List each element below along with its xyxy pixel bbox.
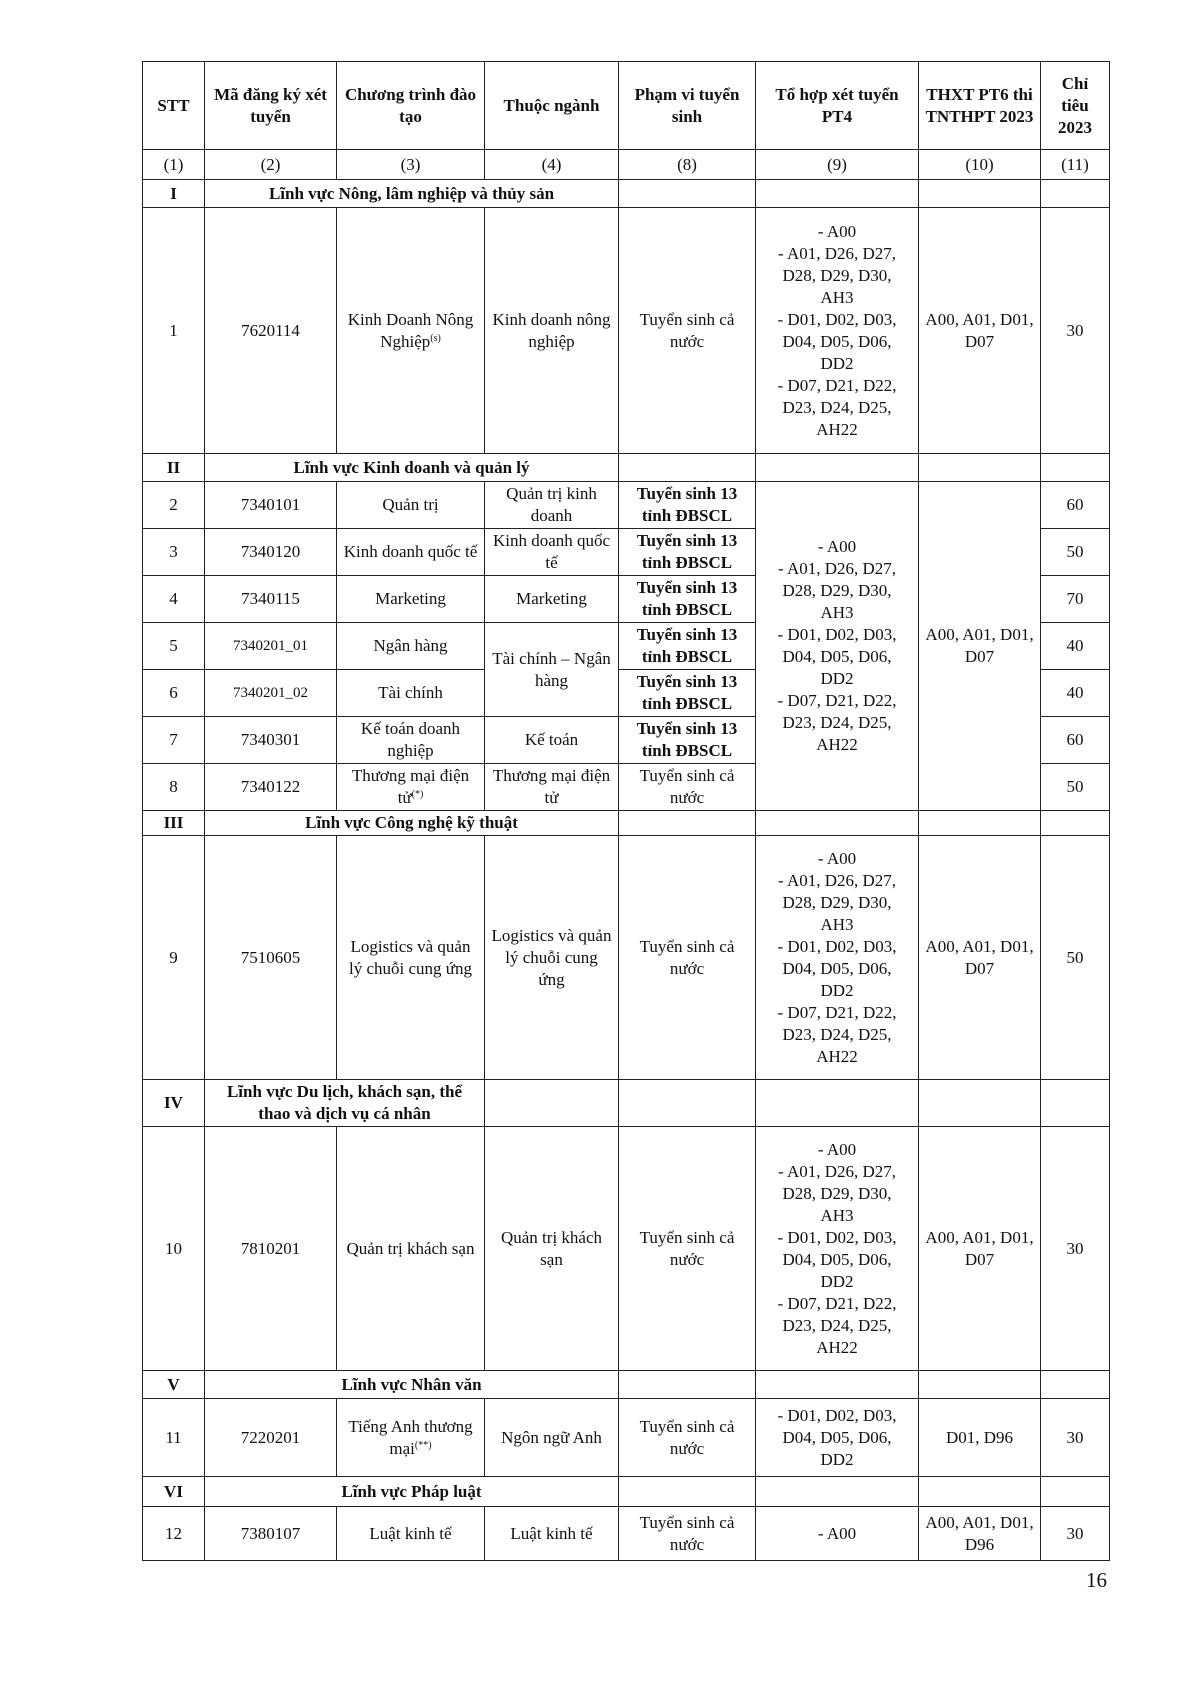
code-cell: 7340115 [205, 576, 337, 623]
field-roman: I [143, 180, 205, 208]
code-cell: 7510605 [205, 836, 337, 1080]
scope-cell: Tuyển sinh 13 tỉnh ĐBSCL [619, 623, 756, 670]
code-cell: 7620114 [205, 208, 337, 454]
quota-cell: 70 [1041, 576, 1110, 623]
empty-cell [619, 811, 756, 836]
quota-cell: 40 [1041, 623, 1110, 670]
combo-line: - D07, D21, D22, [777, 691, 897, 710]
field-name: Lĩnh vực Pháp luật [205, 1477, 619, 1507]
quota-cell: 60 [1041, 482, 1110, 529]
empty-cell [919, 180, 1041, 208]
combo-line: DD2 [820, 353, 854, 373]
empty-cell [756, 454, 919, 482]
header-major: Thuộc ngành [485, 62, 619, 150]
combo-line: - D01, D02, D03, [777, 309, 897, 329]
combo-line: - D07, D21, D22, [777, 1293, 897, 1313]
table-row [143, 836, 1110, 1080]
table-row [143, 1399, 1110, 1477]
major-cell: Kế toán [485, 717, 619, 764]
program-cell: Kế toán doanh nghiệp [337, 717, 485, 764]
stt-cell: 2 [143, 482, 205, 529]
program-cell: Kinh doanh quốc tế [337, 529, 485, 576]
major-cell: Quản trị khách sạn [485, 1127, 619, 1371]
empty-cell [1041, 811, 1110, 836]
program-cell: Luật kinh tế [337, 1507, 485, 1561]
scope-cell: Tuyển sinh cả nước [619, 764, 756, 811]
quota-cell: 40 [1041, 670, 1110, 717]
combo-line: AH22 [816, 419, 858, 439]
quota-cell: 30 [1041, 1399, 1110, 1477]
empty-cell [1041, 180, 1110, 208]
program-text: Thương mại điện tử [351, 766, 470, 807]
stt-cell: 4 [143, 576, 205, 623]
empty-cell [919, 811, 1041, 836]
empty-cell [619, 1080, 756, 1127]
colnum: (2) [205, 150, 337, 180]
combo-line: D04, D05, D06, [782, 958, 892, 978]
pt6-cell: A00, A01, D01, D07 [919, 482, 1041, 811]
colnum: (9) [756, 150, 919, 180]
empty-cell [619, 1371, 756, 1399]
program-cell [337, 1399, 485, 1477]
combo-line: - A00 [817, 848, 857, 868]
field-name: Lĩnh vực Nông, lâm nghiệp và thủy sản [205, 180, 619, 208]
empty-cell [619, 180, 756, 208]
combo-line: AH22 [816, 1046, 858, 1066]
stt-cell: 5 [143, 623, 205, 670]
pt6-cell: A00, A01, D01, D07 [919, 208, 1041, 454]
combo-line: - A00 [817, 1523, 857, 1543]
header-stt: STT [143, 62, 205, 150]
field-roman: III [143, 811, 205, 836]
field-roman: IV [143, 1080, 205, 1127]
pt6-cell: A00, A01, D01, D96 [919, 1507, 1041, 1561]
empty-cell [919, 1477, 1041, 1507]
stt-cell: 12 [143, 1507, 205, 1561]
combo-line: D04, D05, D06, [782, 1427, 892, 1447]
table-row [143, 1127, 1110, 1371]
combo-line: DD2 [820, 1449, 854, 1469]
empty-cell [619, 1477, 756, 1507]
field-row [143, 811, 1110, 836]
program-cell: Logistics và quản lý chuỗi cung ứng [337, 836, 485, 1080]
combo-cell [756, 836, 919, 1080]
pt6-cell: D01, D96 [919, 1399, 1041, 1477]
table-row [143, 482, 1110, 529]
empty-cell [756, 811, 919, 836]
combo-line: D28, D29, D30, [782, 581, 892, 600]
column-number-row [143, 150, 1110, 180]
field-roman: V [143, 1371, 205, 1399]
scope-cell: Tuyển sinh 13 tỉnh ĐBSCL [619, 670, 756, 717]
empty-cell [485, 1080, 619, 1127]
combo-line: D28, D29, D30, [782, 892, 892, 912]
combo-line: D28, D29, D30, [782, 1183, 892, 1203]
stt-cell: 8 [143, 764, 205, 811]
field-row [143, 1477, 1110, 1507]
empty-cell [1041, 454, 1110, 482]
colnum: (10) [919, 150, 1041, 180]
scope-cell: Tuyển sinh 13 tỉnh ĐBSCL [619, 482, 756, 529]
code-cell: 7220201 [205, 1399, 337, 1477]
scope-cell: Tuyển sinh cả nước [619, 836, 756, 1080]
header-scope: Phạm vi tuyển sinh [619, 62, 756, 150]
scope-cell: Tuyển sinh cả nước [619, 1507, 756, 1561]
major-cell: Logistics và quản lý chuỗi cung ứng [485, 836, 619, 1080]
stt-cell: 10 [143, 1127, 205, 1371]
program-note: (**) [414, 1439, 432, 1451]
combo-line: - A00 [817, 221, 857, 241]
empty-cell [919, 454, 1041, 482]
combo-line: - D01, D02, D03, [777, 1227, 897, 1247]
quota-cell: 50 [1041, 529, 1110, 576]
code-cell: 7340120 [205, 529, 337, 576]
quota-cell: 30 [1041, 1507, 1110, 1561]
combo-cell [756, 482, 919, 811]
empty-cell [1041, 1080, 1110, 1127]
major-cell: Luật kinh tế [485, 1507, 619, 1561]
major-cell: Quản trị kinh doanh [485, 482, 619, 529]
combo-line: AH3 [820, 914, 854, 934]
empty-cell [1041, 1371, 1110, 1399]
combo-line: D23, D24, D25, [782, 713, 892, 732]
field-name: Lĩnh vực Công nghệ kỹ thuật [205, 811, 619, 836]
empty-cell [756, 1371, 919, 1399]
major-cell: Tài chính – Ngân hàng [485, 623, 619, 717]
combo-line: AH3 [820, 287, 854, 307]
header-row [143, 62, 1110, 150]
combo-line: AH22 [816, 735, 858, 754]
field-row [143, 180, 1110, 208]
empty-cell [756, 180, 919, 208]
colnum: (1) [143, 150, 205, 180]
program-cell: Quản trị khách sạn [337, 1127, 485, 1371]
combo-line: - D07, D21, D22, [777, 375, 897, 395]
code-cell: 7380107 [205, 1507, 337, 1561]
program-cell: Tài chính [337, 670, 485, 717]
combo-line: DD2 [820, 1271, 854, 1291]
major-cell: Ngôn ngữ Anh [485, 1399, 619, 1477]
program-text: Kinh Doanh Nông Nghiệp [347, 309, 474, 351]
colnum: (11) [1041, 150, 1110, 180]
combo-line: - D01, D02, D03, [777, 625, 897, 644]
empty-cell [1041, 1477, 1110, 1507]
stt-cell: 1 [143, 208, 205, 454]
field-name: Lĩnh vực Du lịch, khách sạn, thể thao và dịch vụ cá nhân [205, 1080, 485, 1127]
combo-line: D23, D24, D25, [782, 397, 892, 417]
header-quota: Chỉ tiêu 2023 [1041, 62, 1110, 150]
program-note: (*) [411, 789, 424, 800]
combo-line: - A00 [817, 1139, 857, 1159]
colnum: (3) [337, 150, 485, 180]
combo-line: - A01, D26, D27, [777, 243, 897, 263]
header-code: Mã đăng ký xét tuyển [205, 62, 337, 150]
program-cell [337, 208, 485, 454]
scope-cell: Tuyển sinh cả nước [619, 208, 756, 454]
admissions-table [142, 61, 1110, 1561]
empty-cell [756, 1477, 919, 1507]
combo-line: AH3 [820, 603, 854, 622]
quota-cell: 30 [1041, 1127, 1110, 1371]
code-cell: 7340122 [205, 764, 337, 811]
code-cell: 7340201_01 [205, 623, 337, 670]
combo-line: D04, D05, D06, [782, 331, 892, 351]
colnum: (8) [619, 150, 756, 180]
combo-cell [756, 1127, 919, 1371]
combo-line: - A01, D26, D27, [777, 1161, 897, 1181]
header-combo: Tổ hợp xét tuyển PT4 [756, 62, 919, 150]
program-text: Tiếng Anh thương mại [348, 1416, 473, 1458]
major-cell: Thương mại điện tử [485, 764, 619, 811]
major-cell: Kinh doanh quốc tế [485, 529, 619, 576]
quota-cell: 60 [1041, 717, 1110, 764]
combo-cell [756, 1507, 919, 1561]
scope-cell: Tuyển sinh 13 tỉnh ĐBSCL [619, 529, 756, 576]
code-cell: 7340301 [205, 717, 337, 764]
major-cell: Marketing [485, 576, 619, 623]
stt-cell: 11 [143, 1399, 205, 1477]
quota-cell: 30 [1041, 208, 1110, 454]
program-cell: Marketing [337, 576, 485, 623]
pt6-cell: A00, A01, D01, D07 [919, 1127, 1041, 1371]
combo-line: - A00 [817, 537, 857, 556]
scope-cell: Tuyển sinh cả nước [619, 1127, 756, 1371]
page-number: 16 [1086, 1568, 1107, 1592]
field-roman: VI [143, 1477, 205, 1507]
pt6-cell: A00, A01, D01, D07 [919, 836, 1041, 1080]
quota-cell: 50 [1041, 764, 1110, 811]
major-cell: Kinh doanh nông nghiệp [485, 208, 619, 454]
combo-line: - D07, D21, D22, [777, 1002, 897, 1022]
quota-cell: 50 [1041, 836, 1110, 1080]
code-cell: 7340101 [205, 482, 337, 529]
header-program: Chương trình đào tạo [337, 62, 485, 150]
table-row [143, 208, 1110, 454]
code-cell: 7340201_02 [205, 670, 337, 717]
colnum: (4) [485, 150, 619, 180]
field-roman: II [143, 454, 205, 482]
field-name: Lĩnh vực Kinh doanh và quản lý [205, 454, 619, 482]
combo-line: D04, D05, D06, [782, 1249, 892, 1269]
combo-cell [756, 1399, 919, 1477]
combo-line: - D01, D02, D03, [777, 936, 897, 956]
combo-line: D28, D29, D30, [782, 265, 892, 285]
program-note: (s) [430, 332, 441, 344]
empty-cell [919, 1080, 1041, 1127]
field-name: Lĩnh vực Nhân văn [205, 1371, 619, 1399]
combo-line: - A01, D26, D27, [777, 559, 897, 578]
field-row [143, 1080, 1110, 1127]
table-row [143, 1507, 1110, 1561]
combo-line: DD2 [820, 980, 854, 1000]
stt-cell: 6 [143, 670, 205, 717]
combo-line: - A01, D26, D27, [777, 870, 897, 890]
stt-cell: 7 [143, 717, 205, 764]
field-row [143, 1371, 1110, 1399]
combo-line: D04, D05, D06, [782, 647, 892, 666]
program-cell [337, 764, 485, 811]
code-cell: 7810201 [205, 1127, 337, 1371]
empty-cell [919, 1371, 1041, 1399]
combo-line: AH3 [820, 1205, 854, 1225]
stt-cell: 3 [143, 529, 205, 576]
scope-cell: Tuyển sinh 13 tỉnh ĐBSCL [619, 576, 756, 623]
program-cell: Ngân hàng [337, 623, 485, 670]
combo-line: D23, D24, D25, [782, 1024, 892, 1044]
stt-cell: 9 [143, 836, 205, 1080]
combo-cell [756, 208, 919, 454]
empty-cell [619, 454, 756, 482]
combo-line: DD2 [820, 669, 854, 688]
program-cell: Quản trị [337, 482, 485, 529]
combo-line: - D01, D02, D03, [777, 1405, 897, 1425]
field-row [143, 454, 1110, 482]
combo-line: D23, D24, D25, [782, 1315, 892, 1335]
scope-cell: Tuyển sinh 13 tỉnh ĐBSCL [619, 717, 756, 764]
header-pt6: THXT PT6 thi TNTHPT 2023 [919, 62, 1041, 150]
scope-cell: Tuyển sinh cả nước [619, 1399, 756, 1477]
combo-line: AH22 [816, 1337, 858, 1357]
empty-cell [756, 1080, 919, 1127]
